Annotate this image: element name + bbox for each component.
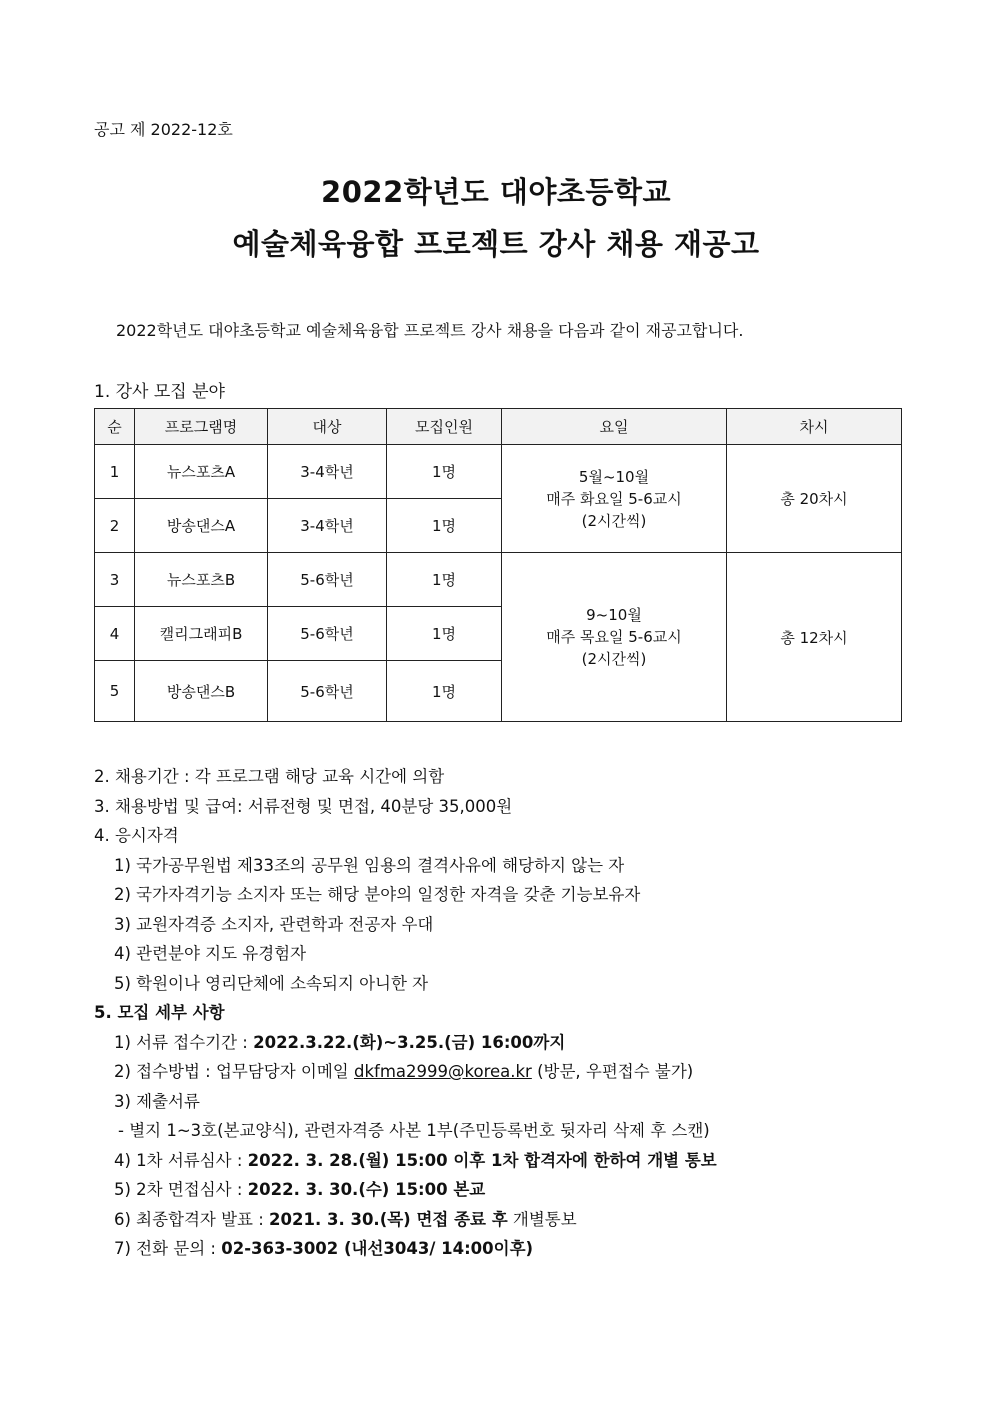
page-subtitle: 예술체육융합 프로젝트 강사 채용 재공고 [232,227,760,261]
detail-label: 4) 1차 서류심사 : [114,1150,248,1170]
detail-item-3-detail: - 별지 1~3호(본교양식), 관련자격증 사본 1부(주민등록번호 뒷자리 삭제 후 스캔) [118,1121,710,1140]
row-count: 1명 [387,661,502,722]
row-target: 5-6학년 [268,553,387,607]
header-count: 모집인원 [387,409,502,445]
detail-value: 2022. 3. 30.(수) 15:00 본교 [247,1180,486,1199]
group-a-note: (2시간씩) [581,511,647,530]
section4-heading: 4. 응시자격 [94,826,179,845]
detail-value: 2021. 3. 30.(목) 면접 종료 후 [269,1209,508,1229]
section5-heading: 5. 모집 세부 사항 [94,1003,225,1022]
qualification-item: 3) 교원자격증 소지자, 관련학과 전공자 우대 [114,914,434,934]
header-program: 프로그램명 [135,409,268,445]
detail-item-2 [94,1057,717,1087]
detail-label: 7) 전화 문의 : [114,1239,222,1258]
row-count: 1명 [387,607,502,661]
page-title: 2022학년도 대야초등학교 [321,175,671,209]
group-a-day: 매주 화요일 5-6교시 [546,489,682,508]
detail-item-7 [94,1234,717,1264]
qualification-item: 4) 관련분야 지도 유경험자 [114,944,307,963]
section3-text: 3. 채용방법 및 급여: 서류전형 및 면접, 40분당 35,000원 [94,796,513,816]
section1-heading: 1. 강사 모집 분야 [94,382,225,402]
detail-item-4 [94,1146,717,1176]
detail-item-5 [94,1175,717,1205]
detail-label: 1) 서류 접수기간 : [114,1032,254,1052]
row-program: 방송댄스A [135,499,268,553]
table-row [95,445,902,499]
header-target: 대상 [268,409,387,445]
email-link[interactable]: dkfma2999@korea.kr [354,1062,532,1081]
detail-label: 5) 2차 면접심사 : [114,1180,248,1199]
detail-tail: (방문, 우편접수 불가) [531,1062,694,1081]
qualification-item: 2) 국가자격기능 소지자 또는 해당 분야의 일정한 자격을 갖춘 기능보유자 [114,885,641,904]
row-program: 방송댄스B [135,661,268,722]
detail-value: 2022. 3. 28.(월) 15:00 이후 1차 합격자에 한하여 개별 통보 [247,1150,717,1170]
qualification-item: 5) 학원이나 영리단체에 소속되지 아니한 자 [114,973,429,993]
row-target: 3-4학년 [268,445,387,499]
group-a-period: 5월~10월 [578,467,650,486]
row-program: 캘리그래피B [135,607,268,661]
group-b-day: 매주 목요일 5-6교시 [546,628,682,646]
row-program: 뉴스포츠B [135,553,268,607]
detail-value: 02-363-3002 (내선3043/ 14:00이후) [221,1239,534,1258]
group-b-sessions: 총 12차시 [727,553,902,722]
row-no: 5 [95,661,135,722]
header-no: 순 [95,409,135,445]
section2-text: 2. 채용기간 : 각 프로그램 해당 교육 시간에 의함 [94,767,445,786]
group-a-day-cell [502,445,727,553]
row-target: 3-4학년 [268,499,387,553]
group-a-sessions: 총 20차시 [727,445,902,553]
group-b-day-cell [502,553,727,722]
row-program: 뉴스포츠A [135,445,268,499]
header-day: 요일 [502,409,727,445]
row-target: 5-6학년 [268,661,387,722]
detail-value: 2022.3.22.(화)~3.25.(금) 16:00까지 [253,1032,566,1052]
table-header-row [95,409,902,445]
qualification-item: 1) 국가공무원법 제33조의 공무원 임용의 결격사유에 해당하지 않는 자 [114,855,625,875]
recruit-table [94,408,902,722]
detail-tail: 개별통보 [507,1209,577,1229]
row-no: 1 [95,445,135,499]
group-b-note: (2시간씩) [581,650,647,668]
table-row [95,553,902,607]
detail-item-6 [94,1205,717,1235]
detail-item-1 [94,1028,717,1058]
row-count: 1명 [387,499,502,553]
row-count: 1명 [387,553,502,607]
group-b-period: 9~10월 [586,606,642,624]
intro-text: 2022학년도 대야초등학교 예술체육융합 프로젝트 강사 채용을 다음과 같이 재공고합니다. [116,321,744,340]
row-target: 5-6학년 [268,607,387,661]
detail-label: 2) 접수방법 : 업무담당자 이메일 [114,1062,354,1081]
notice-number: 공고 제 2022-12호 [94,120,233,139]
row-no: 4 [95,607,135,661]
header-sessions: 차시 [727,409,902,445]
detail-item-3: 3) 제출서류 [114,1091,200,1111]
detail-label: 6) 최종합격자 발표 : [114,1209,270,1229]
row-no: 2 [95,499,135,553]
body-sections [94,762,717,1264]
row-no: 3 [95,553,135,607]
row-count: 1명 [387,445,502,499]
